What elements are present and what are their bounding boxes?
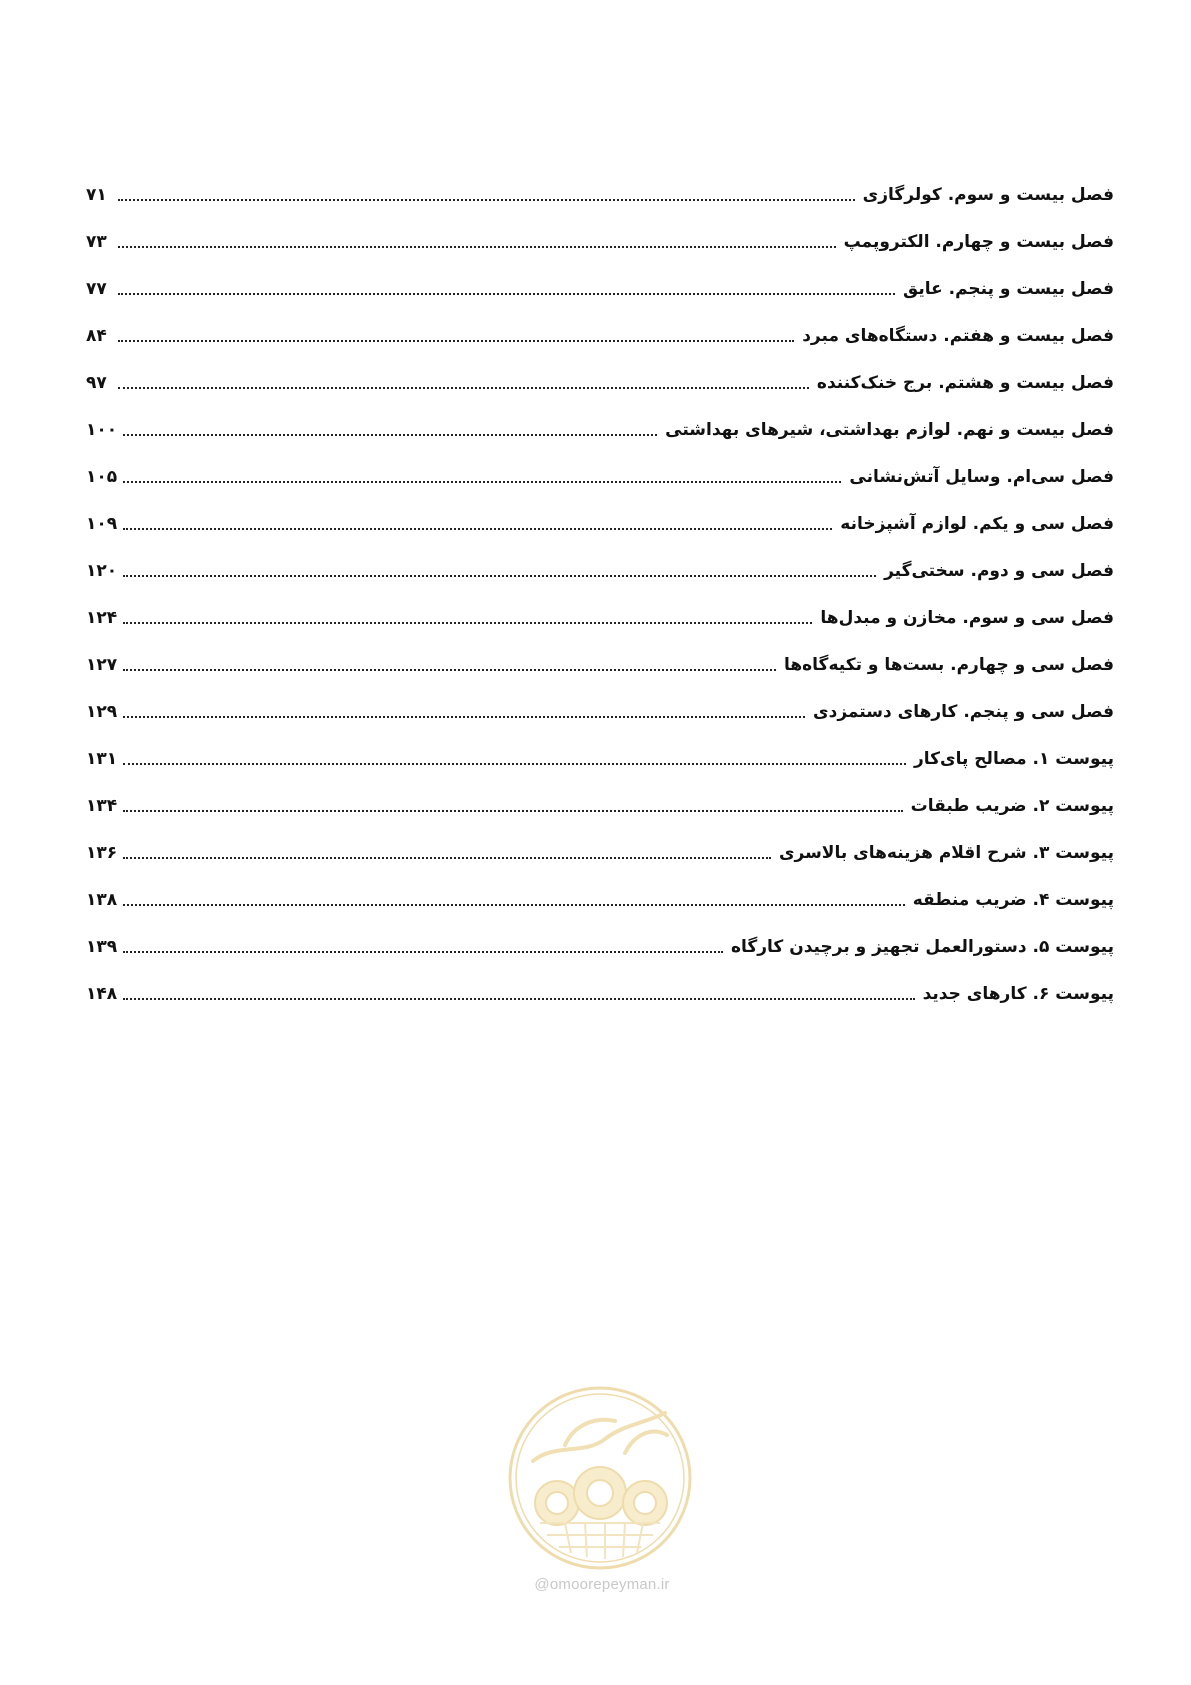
toc-entry-page: ۱۲۷ [86, 655, 118, 675]
toc-entry-title: فصل سی و دوم. سختی‌گیر [884, 561, 1114, 581]
toc-entry-page: ۱۲۹ [86, 702, 118, 722]
toc-dot-leader [123, 575, 876, 577]
toc-entry[interactable] [86, 959, 1114, 1006]
toc-dot-leader [123, 951, 723, 953]
toc-dot-leader [118, 340, 794, 342]
toc-entry-title: فصل بیست و پنجم. عایق [903, 279, 1114, 299]
toc-dot-leader [123, 763, 906, 765]
toc-entry-page: ۱۰۹ [86, 514, 118, 534]
toc-entry[interactable] [86, 301, 1114, 348]
toc-dot-leader [123, 904, 905, 906]
toc-entry-title: فصل بیست و هفتم. دستگاه‌های مبرد [802, 326, 1114, 346]
toc-entry-title: پیوست ۱. مصالح پای‌کار [913, 749, 1114, 769]
toc-entry-title: فصل بیست و چهارم. الکتروپمپ [843, 232, 1114, 252]
toc-entry[interactable] [86, 912, 1114, 959]
toc-dot-leader [123, 810, 903, 812]
toc-entry-page: ۱۳۸ [86, 890, 118, 910]
toc-dot-leader [123, 434, 657, 436]
toc-entry-title: فصل سی و سوم. مخازن و مبدل‌ها [820, 608, 1114, 628]
toc-entry[interactable] [86, 630, 1114, 677]
toc-entry-page: ۱۰۰ [86, 420, 118, 440]
toc-entry[interactable] [86, 254, 1114, 301]
toc-dot-leader [123, 528, 832, 530]
watermark-site: @omoorepeyman.ir [534, 1576, 670, 1593]
toc-dot-leader [123, 622, 812, 624]
toc-entry-title: فصل سی و چهارم. بست‌ها و تکیه‌گاه‌ها [783, 655, 1114, 675]
toc-dot-leader [123, 857, 771, 859]
toc-entry[interactable] [86, 583, 1114, 630]
toc-entry[interactable] [86, 207, 1114, 254]
watermark-logo-icon [505, 1383, 695, 1573]
toc-dot-leader [118, 293, 895, 295]
toc-dot-leader [118, 199, 855, 201]
toc-dot-leader [123, 998, 914, 1000]
toc-entry-title: فصل سی و پنجم. کارهای دستمزدی [813, 702, 1114, 722]
toc-dot-leader [118, 246, 836, 248]
toc-entry-page: ۱۰۵ [86, 467, 118, 487]
toc-entry-page: ۷۷ [86, 279, 107, 299]
toc-entry-title: پیوست ۲. ضریب طبقات [910, 796, 1114, 816]
toc-entry-page: ۷۱ [86, 185, 107, 205]
toc-entry[interactable] [86, 160, 1114, 207]
toc-entry[interactable] [86, 536, 1114, 583]
toc-entry[interactable] [86, 489, 1114, 536]
toc-entry-page: ۱۴۸ [86, 984, 118, 1004]
toc-entry-page: ۱۳۶ [86, 843, 118, 863]
toc-entry-title: پیوست ۵. دستورالعمل تجهیز و برچیدن کارگاه [730, 937, 1114, 957]
toc-dot-leader [123, 669, 776, 671]
toc-entry[interactable] [86, 865, 1114, 912]
toc-entry-page: ۸۴ [86, 326, 107, 346]
toc-entry[interactable] [86, 395, 1114, 442]
toc-entry[interactable] [86, 724, 1114, 771]
toc-entry-title: فصل بیست و هشتم. برج خنک‌کننده [816, 373, 1114, 393]
toc-entry-title: فصل سی و یکم. لوازم آشپزخانه [840, 514, 1114, 534]
toc-entry-page: ۱۲۴ [86, 608, 118, 628]
toc-entry-page: ۱۳۱ [86, 749, 118, 769]
toc-entry-title: پیوست ۴. ضریب منطقه [912, 890, 1114, 910]
toc-entry-page: ۹۷ [86, 373, 107, 393]
toc-dot-leader [118, 387, 809, 389]
toc-entry-title: پیوست ۶. کارهای جدید [922, 984, 1114, 1004]
toc-entry-page: ۱۳۴ [86, 796, 118, 816]
toc-entry[interactable] [86, 818, 1114, 865]
toc-dot-leader [123, 716, 805, 718]
toc-entry-title: فصل سی‌ام. وسایل آتش‌نشانی [849, 467, 1114, 487]
toc-entry-title: فصل بیست و سوم. کولرگازی [862, 185, 1114, 205]
toc-dot-leader [123, 481, 841, 483]
toc-entry-title: پیوست ۳. شرح اقلام هزینه‌های بالاسری [778, 843, 1114, 863]
toc-entry[interactable] [86, 677, 1114, 724]
toc-entry[interactable] [86, 442, 1114, 489]
toc-entry-title: فصل بیست و نهم. لوازم بهداشتی، شیرهای بهداشتی [665, 420, 1114, 440]
toc-entry-page: ۷۳ [86, 232, 107, 252]
toc-entry-page: ۱۳۹ [86, 937, 118, 957]
toc-entry[interactable] [86, 348, 1114, 395]
toc-entry-page: ۱۲۰ [86, 561, 118, 581]
table-of-contents [86, 160, 1114, 1006]
toc-entry[interactable] [86, 771, 1114, 818]
